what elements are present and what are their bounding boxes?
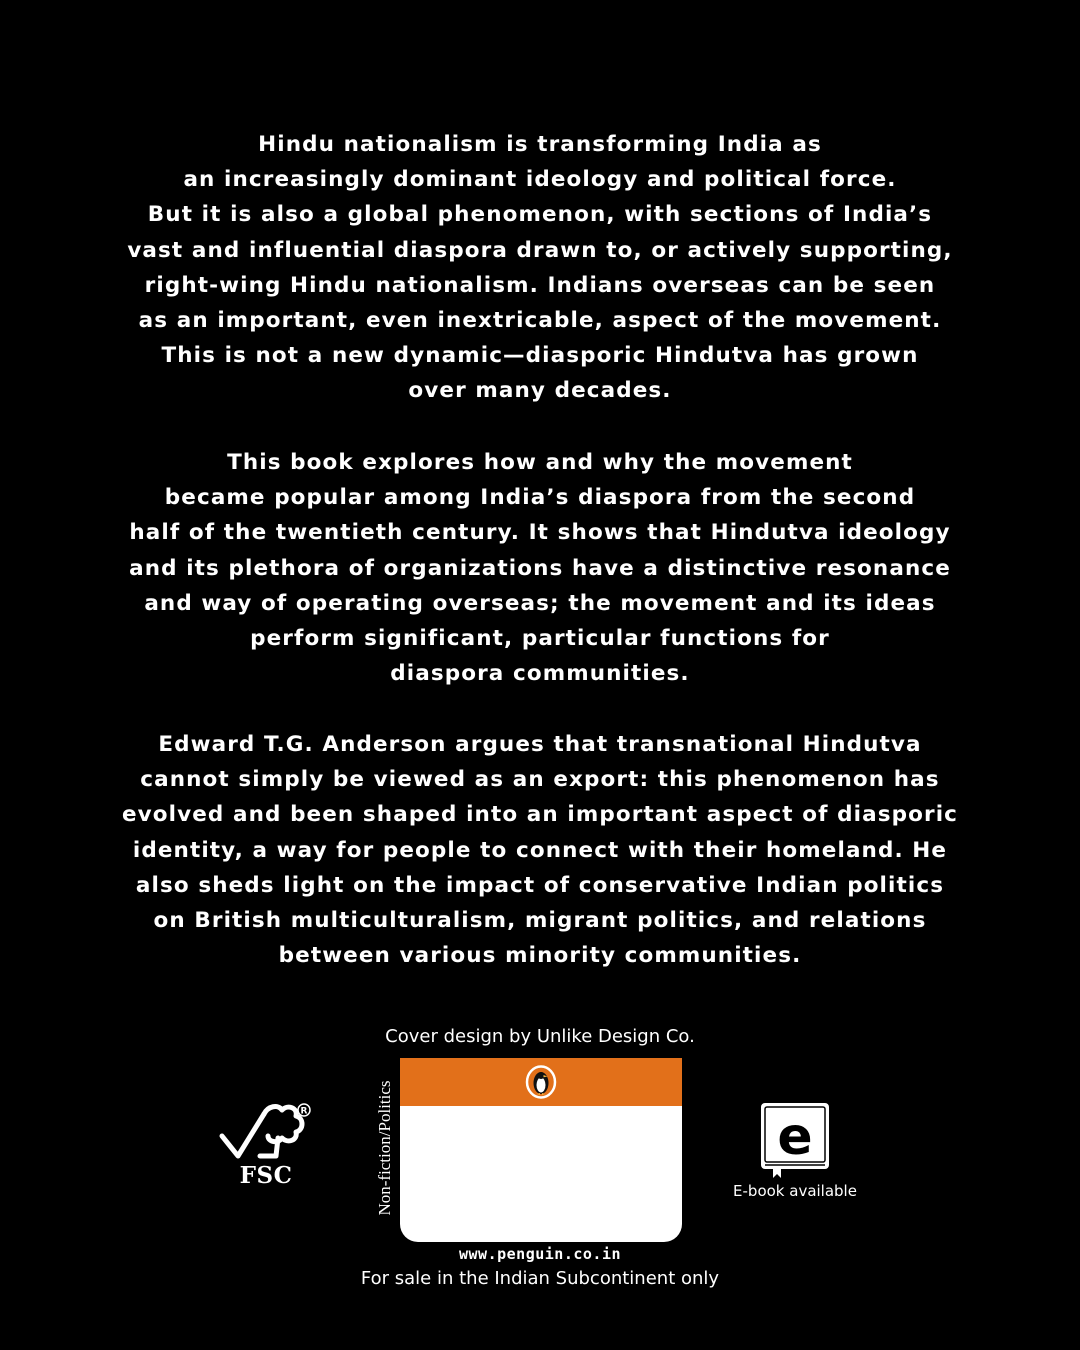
svg-text:e: e (777, 1107, 813, 1167)
blurb-paragraph-1 (0, 127, 1080, 409)
svg-text:R: R (300, 1106, 308, 1117)
blurb-line: identity, a way for people to connect with their homeland. He (132, 837, 948, 863)
blurb-line: an increasingly dominant ideology and political force. (183, 167, 897, 193)
sale-restriction-note: For sale in the Indian Subcontinent only (360, 1268, 720, 1289)
blurb-line: vast and influential diaspora drawn to, or actively supporting, (127, 237, 953, 263)
blurb-line: This book explores how and why the movement (227, 450, 853, 475)
blurb-line: evolved and been shaped into an important aspect of diasporic (121, 802, 959, 828)
fsc-tree-logo-icon (216, 1100, 316, 1162)
fsc-label: FSC (239, 1162, 293, 1189)
blurb-line: But it is also a global phenomenon, with sections of India’s (147, 202, 933, 228)
blurb-line: over many decades. (408, 378, 672, 404)
blurb-paragraph-3 (0, 727, 1080, 973)
penguin-logo-icon (524, 1065, 558, 1099)
blurb-line: and its plethora of organizations have a distinctive resonance (129, 555, 951, 581)
blurb-line: cannot simply be viewed as an export: this phenomenon has (140, 767, 940, 793)
ebook-e-icon (725, 1100, 865, 1182)
blurb-line: perform significant, particular functions for (250, 626, 830, 652)
blurb-line: on British multiculturalism, migrant politics, and relations (153, 908, 927, 934)
fsc-logo (216, 1100, 316, 1195)
blurb-line: diaspora communities. (390, 661, 690, 687)
orange-band (400, 1058, 682, 1106)
blurb-line: Hindu nationalism is transforming India as (258, 132, 822, 157)
blurb-line: Edward T.G. Anderson argues that transnational Hindutva (158, 732, 922, 757)
penguin-grid (400, 1058, 682, 1242)
category-text: Non-fiction/Politics (375, 1079, 394, 1216)
blurb-line: between various minority communities. (278, 943, 802, 969)
blurb-line: became popular among India’s diaspora from the second (164, 485, 916, 511)
blurb-line: half of the twentieth century. It shows that Hindutva ideology (129, 520, 951, 546)
blurb-line: also sheds light on the impact of conservative Indian politics (135, 872, 945, 898)
blurb-line: right-wing Hindu nationalism. Indians overseas can be seen (144, 272, 936, 298)
website-url[interactable]: www.penguin.co.in (458, 1245, 622, 1263)
cover-design-credit: Cover design by Unlike Design Co. (385, 1026, 695, 1047)
blurb-line: and way of operating overseas; the movement and its ideas (144, 590, 936, 616)
blurb-paragraph-2 (0, 445, 1080, 691)
blurb-line: This is not a new dynamic—diasporic Hindutva has grown (161, 343, 919, 369)
ebook-badge (725, 1100, 865, 1205)
ebook-label: E-book available (733, 1182, 857, 1200)
blurb-line: as an important, even inextricable, aspect of the movement. (138, 308, 942, 334)
category-label (370, 1075, 400, 1220)
